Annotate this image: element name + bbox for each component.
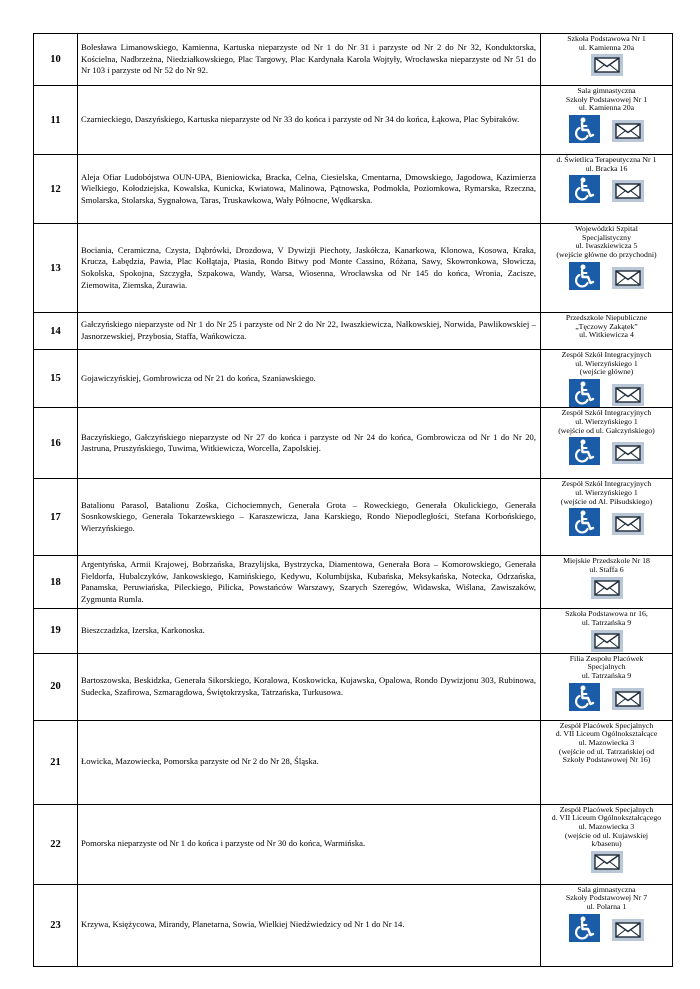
polling-station-address xyxy=(541,556,672,574)
district-row xyxy=(34,86,673,155)
district-streets: Czarnieckiego, Daszyńskiego, Kartuska nieparzyste od Nr 33 do końca i parzyste od Nr 34 do końca, Łąkowa, Plac Sybiraków. xyxy=(78,86,541,155)
wheelchair-icon xyxy=(569,437,600,465)
district-number: 14 xyxy=(34,313,78,350)
district-number: 13 xyxy=(34,224,78,313)
envelope-icon xyxy=(591,851,623,873)
district-row xyxy=(34,720,673,804)
address-line: Zespół Placówek Specjalnych xyxy=(559,804,654,814)
station-icons xyxy=(541,630,672,653)
district-streets: Bieszczadzka, Izerska, Karkonoska. xyxy=(78,609,541,653)
polling-station-address xyxy=(541,155,672,173)
polling-station xyxy=(541,155,673,224)
district-number: 22 xyxy=(34,804,78,884)
polling-station xyxy=(541,556,673,609)
address-line: ul. Tatrzańska 9 xyxy=(581,617,632,627)
address-line: k/basenu) xyxy=(591,839,622,849)
wheelchair-icon xyxy=(569,175,600,203)
envelope-icon xyxy=(612,384,644,406)
address-line: (wejście od ul. Tatrzańskiej od xyxy=(558,746,655,756)
polling-station-address xyxy=(541,479,672,506)
address-line: Szkoły Podstawowej Nr 7 xyxy=(565,893,648,903)
address-line: d. Świetlica Terapeutyczna Nr 1 xyxy=(556,155,657,164)
wheelchair-icon xyxy=(569,115,600,143)
district-streets: Bartoszowska, Beskidzka, Generała Sikorskiego, Koralowa, Koskowicka, Kujawska, Opalowa, Rondo Dywizjonu 303, Rubinowa, Sudecka, Szafirowa, Szmaragdowa, Świętokrzyska, Tatrzańska, Turkusowa. xyxy=(78,653,541,720)
polling-station xyxy=(541,86,673,155)
address-line: Szkoła Podstawowa Nr 1 xyxy=(567,34,646,43)
station-icons xyxy=(541,379,672,407)
address-line: ul. Kamienna 20a xyxy=(578,103,635,113)
station-icons xyxy=(541,115,672,143)
polling-station-address xyxy=(541,408,672,435)
address-line: ul. Mazowiecka 3 xyxy=(578,737,635,747)
address-line: d. VII Liceum Ogólnokształcące xyxy=(555,729,658,739)
district-row xyxy=(34,408,673,479)
polling-station xyxy=(541,350,673,408)
district-number: 17 xyxy=(34,479,78,556)
address-line: „Tęczowy Zakątek” xyxy=(575,321,638,331)
address-line: ul. Wierzyńskiego 1 xyxy=(575,358,638,368)
district-streets: Argentyńska, Armii Krajowej, Bobrzańska, Brazylijska, Bystrzycka, Diamentowa, Generała Bora – Komorowskiego, Generała Fieldorfa, Hubalczyków, Jankowskiego, Kamińskiego, Kedywu, Kolumbijska, Kubańska, Meksykańska, Notecka, Odrzańska, Panamska, Peruwiańska, Pileckiego, Pilicka, Powstańców Warszawy, Szarych Szeregów, Widawska, Wiślana, Zawiszaków, Zygmunta Rumla. xyxy=(78,556,541,609)
envelope-icon xyxy=(591,630,623,652)
station-icons xyxy=(541,508,672,536)
district-number: 20 xyxy=(34,653,78,720)
wheelchair-icon xyxy=(569,379,600,407)
district-row xyxy=(34,155,673,224)
district-number: 21 xyxy=(34,720,78,804)
address-line: Specjalistyczny xyxy=(582,232,631,242)
address-line: Przedszkole Niepubliczne xyxy=(565,313,648,322)
address-line: ul. Polarna 1 xyxy=(586,901,627,911)
polling-station-address xyxy=(541,609,672,627)
address-line: ul. Tatrzańska 9 xyxy=(581,670,632,680)
wheelchair-icon xyxy=(569,508,600,536)
envelope-icon xyxy=(612,442,644,464)
polling-station xyxy=(541,34,673,86)
station-icons xyxy=(541,914,672,942)
district-streets: Gojawiczyńskiej, Gombrowicza od Nr 21 do końca, Szaniawskiego. xyxy=(78,350,541,408)
address-line: Miejskie Przedszkole Nr 18 xyxy=(563,556,650,566)
polling-station-address xyxy=(541,805,672,850)
polling-station-address xyxy=(541,34,672,52)
district-streets: Pomorska nieparzyste od Nr 1 do końca i parzyste od Nr 30 do końca, Warmińska. xyxy=(78,804,541,884)
district-row xyxy=(34,556,673,609)
envelope-icon xyxy=(612,688,644,710)
district-number: 18 xyxy=(34,556,78,609)
address-line: ul. Kamienna 20a xyxy=(578,42,635,52)
polling-station xyxy=(541,804,673,884)
envelope-icon xyxy=(591,577,623,599)
station-icons xyxy=(541,851,672,874)
wheelchair-icon xyxy=(569,262,600,290)
address-line: ul. Wierzyńskiego 1 xyxy=(575,487,638,497)
district-streets: Batalionu Parasol, Batalionu Zośka, Cichociemnych, Generała Grota – Roweckiego, Generała Okulickiego, Generała Sosnkowskiego, Generała Tokarzewskiego – Karaszewicza, Jana Karskiego, Rondo Niepodległości, Stefana Korbońskiego, Wierzyńskiego. xyxy=(78,479,541,556)
address-line: ul. Witkiewicza 4 xyxy=(579,330,634,340)
district-streets: Łowicka, Mazowiecka, Pomorska parzyste od Nr 2 do Nr 28, Śląska. xyxy=(78,720,541,804)
district-row xyxy=(34,479,673,556)
address-line: (wejście od Al. Piłsudskiego) xyxy=(560,496,653,506)
district-row xyxy=(34,224,673,313)
polling-stations-table xyxy=(33,33,673,967)
envelope-icon xyxy=(612,180,644,202)
polling-station xyxy=(541,479,673,556)
address-line: (wejście od ul. Gałczyńskiego) xyxy=(558,425,655,435)
station-icons xyxy=(541,175,672,203)
district-number: 19 xyxy=(34,609,78,653)
envelope-icon xyxy=(612,513,644,535)
district-row xyxy=(34,350,673,408)
address-line: Sala gimnastyczna xyxy=(577,86,636,95)
station-icons xyxy=(541,54,672,77)
district-number: 16 xyxy=(34,408,78,479)
envelope-icon xyxy=(612,267,644,289)
polling-station xyxy=(541,720,673,804)
district-row xyxy=(34,313,673,350)
address-line: ul. Mazowiecka 3 xyxy=(578,821,635,831)
district-streets: Aleja Ofiar Ludobójstwa OUN-UPA, Bieniowicka, Bracka, Celna, Ciesielska, Cmentarna, Dmowskiego, Jagodowa, Kazimierza Wielkiego, Kołodziejska, Kowalska, Kunicka, Kwiatowa, Malinowa, Pątnowska, Podmokła, Poziomkowa, Rymarska, Rzeczna, Smolarska, Stolarska, Sygnałowa, Taras, Truskawkowa, Wały Północne, Wędkarska. xyxy=(78,155,541,224)
address-line: Specjalnych xyxy=(587,662,626,672)
station-icons xyxy=(541,262,672,290)
district-number: 10 xyxy=(34,34,78,86)
address-line: Zespół Placówek Specjalnych xyxy=(559,720,654,730)
address-line: Zespół Szkół Integracyjnych xyxy=(561,479,652,489)
address-line: ul. Bracka 16 xyxy=(585,163,628,173)
polling-station-address xyxy=(541,350,672,377)
address-line: Szkoły Podstawowej Nr 16) xyxy=(562,755,651,765)
polling-station-address xyxy=(541,721,672,766)
address-line: ul. Iwaszkiewicza 5 xyxy=(575,241,638,251)
polling-station-address xyxy=(541,654,672,681)
address-line: d. VII Liceum Ogólnokształcącego xyxy=(551,813,662,823)
address-line: (wejście główne do przychodni) xyxy=(556,250,657,260)
address-line: (wejście od ul. Kujawskiej xyxy=(564,830,649,840)
polling-station-address xyxy=(541,313,672,340)
district-number: 12 xyxy=(34,155,78,224)
station-icons xyxy=(541,437,672,465)
address-line: Szkoły Podstawowej Nr 1 xyxy=(565,94,648,104)
district-row xyxy=(34,653,673,720)
address-line: Wojewódzki Szpital xyxy=(575,224,638,233)
address-line: Sala gimnastyczna xyxy=(577,884,636,894)
district-row xyxy=(34,609,673,653)
polling-station xyxy=(541,884,673,966)
district-row xyxy=(34,804,673,884)
polling-station xyxy=(541,653,673,720)
envelope-icon xyxy=(612,120,644,142)
envelope-icon xyxy=(612,919,644,941)
station-icons xyxy=(541,683,672,711)
address-line: Filia Zespołu Placówek xyxy=(569,653,644,663)
district-number: 11 xyxy=(34,86,78,155)
envelope-icon xyxy=(591,54,623,76)
polling-station xyxy=(541,408,673,479)
district-number: 23 xyxy=(34,884,78,966)
polling-station-address xyxy=(541,885,672,912)
district-streets: Krzywa, Księżycowa, Mirandy, Planetarna, Sowia, Wielkiej Niedźwiedzicy od Nr 1 do Nr 14. xyxy=(78,884,541,966)
address-line: Szkoła Podstawowa nr 16, xyxy=(565,609,648,619)
district-row xyxy=(34,34,673,86)
polling-station xyxy=(541,313,673,350)
address-line: ul. Wierzyńskiego 1 xyxy=(575,416,638,426)
district-row xyxy=(34,884,673,966)
wheelchair-icon xyxy=(569,683,600,711)
address-line: Zespół Szkół Integracyjnych xyxy=(561,350,652,359)
polling-station-address xyxy=(541,86,672,113)
address-line: ul. Staffa 6 xyxy=(589,564,624,574)
wheelchair-icon xyxy=(569,914,600,942)
district-streets: Bolesława Limanowskiego, Kamienna, Kartuska nieparzyste od Nr 1 do Nr 31 i parzyste od Nr 2 do Nr 32, Konduktorska, Kościelna, Nadbrzeżna, Niedziałkowskiego, Plac Targowy, Plac Kardynała Karola Wojtyły, Wrocławska nieparzyste od Nr 51 do Nr 103 i parzyste od Nr 52 do Nr 92. xyxy=(78,34,541,86)
station-icons xyxy=(541,577,672,600)
district-streets: Gałczyńskiego nieparzyste od Nr 1 do Nr 25 i parzyste od Nr 2 do Nr 22, Iwaszkiewicza, Nałkowskiej, Norwida, Pawlikowskiej – Jasnorzewskiej, Przybosia, Staffa, Wańkowicza. xyxy=(78,313,541,350)
district-streets: Baczyńskiego, Gałczyńskiego nieparzyste od Nr 27 do końca i parzyste od Nr 24 do końca, Gombrowicza od Nr 1 do Nr 20, Jastruna, Pruszyńskiego, Tuwima, Witkiewicza, Worcella, Zapolskiej. xyxy=(78,408,541,479)
polling-station-address xyxy=(541,224,672,260)
district-streets: Bociania, Ceramiczna, Czysta, Dąbrówki, Drozdowa, V Dywizji Piechoty, Jaskółcza, Kanarkowa, Klonowa, Kosowa, Kraka, Krucza, Łabędzia, Pawia, Plac Kołłątaja, Ptasia, Rondo Bitwy pod Monte Cassino, Różana, Sawy, Skowronkowa, Słowicza, Sokolska, Spokojna, Szczygła, Szpakowa, Wandy, Warsa, Wiosenna, Wrocławska od Nr 145 do końca, Wronia, Zacisze, Ziemowita, Ziemska, Żurawia. xyxy=(78,224,541,313)
address-line: Zespół Szkół Integracyjnych xyxy=(561,408,652,418)
polling-station xyxy=(541,224,673,313)
address-line: (wejście główne) xyxy=(579,367,634,377)
district-number: 15 xyxy=(34,350,78,408)
polling-station xyxy=(541,609,673,653)
